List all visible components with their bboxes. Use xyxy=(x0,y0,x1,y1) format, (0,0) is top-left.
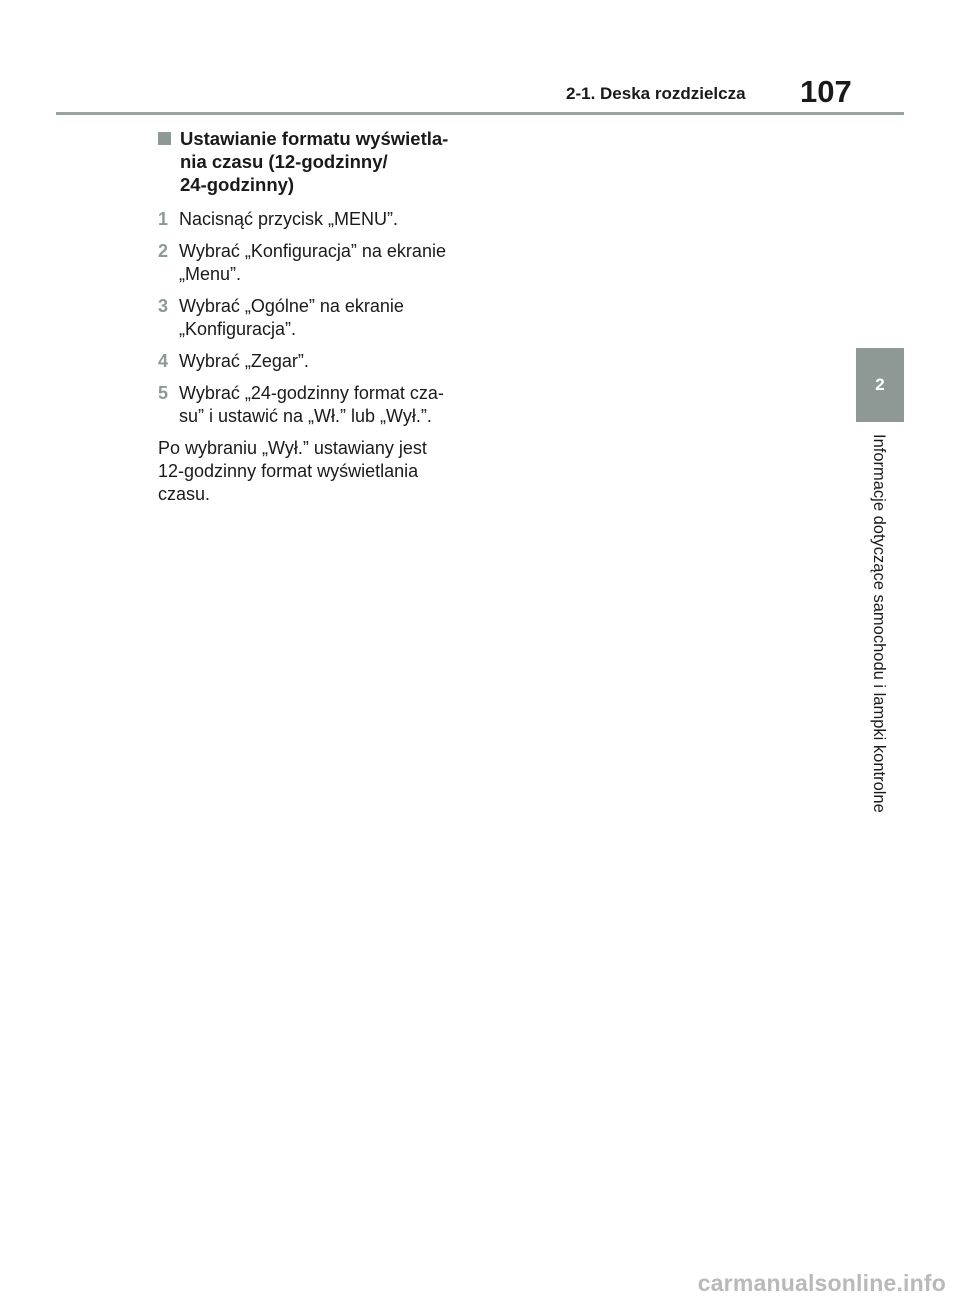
step-4 xyxy=(158,350,488,373)
step-number: 2 xyxy=(158,241,169,261)
note-paragraph xyxy=(158,437,488,506)
step-text: „Konfiguracja”. xyxy=(179,319,297,339)
chapter-tab xyxy=(856,348,904,422)
watermark: carmanualsonline.info xyxy=(697,1270,946,1296)
step-2 xyxy=(158,240,488,286)
paragraph-line: czasu. xyxy=(158,484,211,504)
step-text: su” i ustawić na „Wł.” lub „Wył.”. xyxy=(179,406,432,426)
heading-line: 24-godzinny) xyxy=(180,174,295,195)
step-text: Wybrać „Ogólne” na ekranie xyxy=(179,296,404,316)
step-number: 4 xyxy=(158,351,169,371)
section-title: 2-1. Deska rozdzielcza xyxy=(566,84,746,103)
chapter-number: 2 xyxy=(875,375,885,394)
header-divider xyxy=(56,112,904,115)
heading-line: Ustawianie formatu wyświetla- xyxy=(180,128,449,149)
heading-line: nia czasu (12-godzinny/ xyxy=(180,151,388,172)
square-bullet-icon xyxy=(158,132,171,145)
page-number: 107 xyxy=(800,74,852,109)
procedure-heading xyxy=(158,127,488,196)
step-text: Wybrać „Konfiguracja” na ekranie xyxy=(179,241,446,261)
step-text: Nacisnąć przycisk „MENU”. xyxy=(179,209,399,229)
step-number: 5 xyxy=(158,383,169,403)
main-content xyxy=(158,127,488,506)
chapter-title: Informacje dotyczące samochodu i lampki kontrolne xyxy=(870,434,888,813)
step-text: Wybrać „24-godzinny format cza- xyxy=(179,383,444,403)
paragraph-line: 12-godzinny format wyświetlania xyxy=(158,461,419,481)
step-text: Wybrać „Zegar”. xyxy=(179,351,309,371)
step-number: 1 xyxy=(158,209,169,229)
step-1 xyxy=(158,208,488,231)
step-3 xyxy=(158,295,488,341)
paragraph-line: Po wybraniu „Wył.” ustawiany jest xyxy=(158,438,427,458)
step-number: 3 xyxy=(158,296,169,316)
step-5 xyxy=(158,382,488,428)
step-text: „Menu”. xyxy=(179,264,242,284)
